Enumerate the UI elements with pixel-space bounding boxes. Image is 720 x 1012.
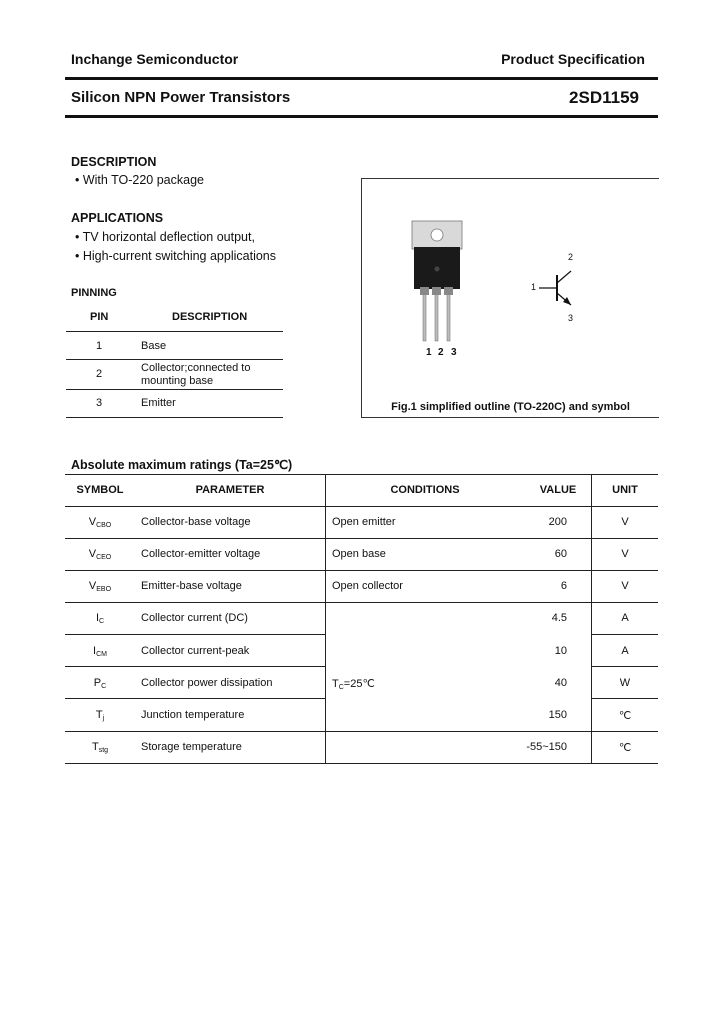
rating-unit: V [621, 516, 629, 528]
ratings-rule [65, 538, 658, 539]
rating-symbol: $I_{CM}$ [93, 645, 107, 658]
page-title: Silicon NPN Power Transistors [71, 89, 291, 106]
rating-value: 60 [554, 548, 567, 560]
applications-bullet: • TV horizontal deflection output, [75, 230, 255, 244]
ratings-vrule [325, 474, 326, 764]
header-rule-top [65, 77, 658, 80]
ratings-header-conditions: CONDITIONS [390, 484, 460, 496]
ratings-rule [592, 634, 658, 635]
rating-symbol: $T_{stg}$ [91, 741, 109, 754]
package-pin-label: 2 [438, 347, 444, 358]
rating-symbol: $T_j$ [95, 709, 105, 722]
ratings-rule [592, 666, 658, 667]
ratings-rule [65, 634, 325, 635]
symbol-collector-label: 2 [568, 252, 574, 262]
package-pin-label: 3 [451, 347, 457, 358]
pin-description: Base [141, 340, 167, 352]
rating-unit: ℃ [618, 742, 632, 754]
rating-unit: W [619, 677, 631, 689]
package-pin-label: 1 [426, 347, 432, 358]
rating-value: 200 [548, 516, 567, 528]
rating-value: 10 [554, 645, 567, 657]
symbol-emitter-label: 3 [568, 313, 574, 323]
pinning-rule [66, 417, 283, 418]
rating-value: 6 [560, 580, 567, 592]
description-bullet: • With TO-220 package [75, 173, 204, 187]
company-name: Inchange Semiconductor [71, 51, 239, 67]
pin-number: 1 [96, 340, 103, 352]
rating-parameter: Junction temperature [141, 709, 245, 721]
doc-type: Product Specification [501, 51, 645, 67]
pin-column-header: PIN [90, 311, 109, 323]
ratings-header-parameter: PARAMETER [195, 484, 265, 496]
ratings-rule [65, 570, 658, 571]
rating-condition: Open collector [332, 580, 403, 592]
rating-symbol: $I_C$ [95, 612, 105, 625]
applications-bullet: • High-current switching applications [75, 249, 276, 263]
ratings-heading: Absolute maximum ratings (Ta=25℃) [71, 458, 293, 472]
rating-parameter: Collector-emitter voltage [141, 548, 261, 560]
rating-symbol: $V_{CEO}$ [88, 548, 112, 561]
rating-symbol: $P_C$ [93, 677, 107, 690]
pinning-heading: PINNING [71, 287, 117, 299]
ratings-rule [65, 698, 325, 699]
ratings-rule-top [65, 474, 658, 475]
symbol-base-label: 1 [531, 282, 537, 292]
ratings-header-unit: UNIT [612, 484, 638, 496]
rating-parameter: Collector power dissipation [141, 677, 273, 689]
rating-parameter: Emitter-base voltage [141, 580, 242, 592]
pin-description: Collector;connected to [141, 362, 251, 374]
pinning-rule [66, 389, 283, 390]
pinning-rule [66, 331, 283, 332]
figure-caption: Fig.1 simplified outline (TO-220C) and symbol [391, 401, 630, 413]
pin-description: Emitter [141, 397, 176, 409]
header-rule-bottom [65, 115, 658, 118]
rating-parameter: Storage temperature [141, 741, 242, 753]
figure-box [361, 178, 659, 418]
ratings-rule [65, 506, 658, 507]
ratings-rule [65, 602, 658, 603]
pin-number: 2 [96, 368, 103, 380]
pin-number: 3 [96, 397, 103, 409]
part-number: 2SD1159 [569, 88, 639, 107]
npn-transistor-symbol [537, 265, 587, 311]
ratings-rule [65, 731, 658, 732]
rating-value: 150 [548, 709, 567, 721]
rating-condition: Open emitter [332, 516, 396, 528]
rating-unit: A [621, 612, 629, 624]
ratings-rule [592, 698, 658, 699]
rating-unit: V [621, 548, 629, 560]
ratings-rule-bottom [65, 763, 658, 764]
pin-desc-column-header: DESCRIPTION [172, 311, 248, 323]
ratings-header-symbol: SYMBOL [76, 484, 124, 496]
rating-value: 40 [554, 677, 567, 689]
rating-symbol: $V_{EBO}$ [88, 580, 112, 593]
merged-condition: $T_C=25℃$ [332, 678, 375, 691]
rating-unit: V [621, 580, 629, 592]
rating-symbol: $V_{CBO}$ [88, 516, 112, 529]
rating-parameter: Collector current-peak [141, 645, 250, 657]
rating-condition: Open base [332, 548, 386, 560]
rating-value: -55~150 [526, 741, 567, 753]
ratings-rule [65, 666, 325, 667]
to220-package-image [408, 219, 478, 349]
pin-description-cont: mounting base [141, 375, 214, 387]
rating-unit: ℃ [618, 710, 632, 722]
applications-heading: APPLICATIONS [71, 211, 164, 225]
rating-unit: A [621, 645, 629, 657]
rating-parameter: Collector-base voltage [141, 516, 251, 528]
description-heading: DESCRIPTION [71, 155, 157, 169]
rating-parameter: Collector current (DC) [141, 612, 248, 624]
pinning-rule [66, 359, 283, 360]
ratings-header-value: VALUE [539, 484, 577, 496]
rating-value: 4.5 [551, 612, 567, 624]
